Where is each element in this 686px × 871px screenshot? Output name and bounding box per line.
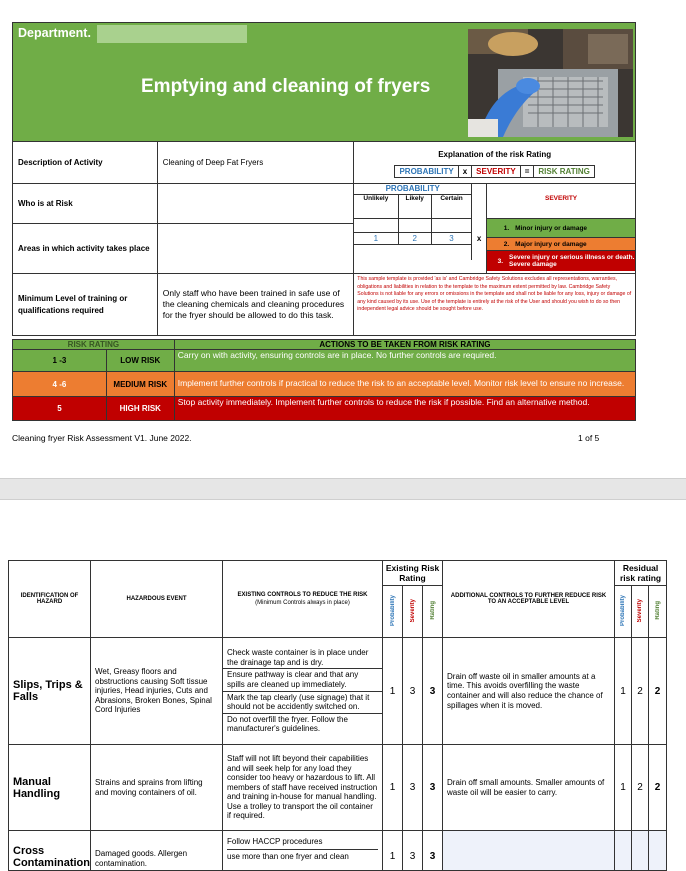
formula-equals: = <box>521 165 535 178</box>
training-label: Minimum Level of training or qualifications required <box>13 274 158 336</box>
rating-cell: 3 <box>423 831 443 871</box>
actions-header: ACTIONS TO BE TAKEN FROM RISK RATING <box>174 340 635 350</box>
activity-table <box>12 141 636 336</box>
probability-cell: 1 <box>383 638 403 745</box>
additional-controls-cell: Drain off small amounts. Smaller amounts of waste oil will be easier to carry. <box>443 745 615 831</box>
probability-cell: 1 <box>383 831 403 871</box>
event-cell: Strains and sprains from lifting and moving containers of oil. <box>91 745 223 831</box>
probability-value-1: 1 <box>354 232 398 244</box>
probability-likely: Likely <box>398 194 431 218</box>
high-action: Stop activity immediately. Implement further controls to reduce the risk if possible. Find an alternative method. <box>174 397 635 421</box>
residual-severity-cell: 2 <box>632 745 649 831</box>
table-row <box>9 638 667 745</box>
footer-text: Cleaning fryer Risk Assessment V1. June 2022. <box>12 433 192 443</box>
formula-risk-rating: RISK RATING <box>534 165 594 178</box>
description-value: Cleaning of Deep Fat Fryers <box>157 142 354 184</box>
event-cell: Damaged goods. Allergen contamination. <box>91 831 223 871</box>
severity-item-3: 3. Severe injury or serious illness or death. Severe damage <box>487 251 635 271</box>
residual-severity-header: Severity <box>632 586 649 638</box>
hazard-cell: Cross Contamination <box>9 831 91 871</box>
severity-title: SEVERITY <box>487 184 635 219</box>
event-cell: Wet, Greasy floors and obstructions causing Soft tissue injuries, Head injuries, Cuts and Abrasions, Broken Bones, Spinal Cord Injuries <box>91 638 223 745</box>
low-level: LOW RISK <box>106 350 174 372</box>
explanation-title: Explanation of the risk Rating <box>438 149 552 159</box>
controls-cell: Follow HACCP procedures use more than one fryer and clean <box>223 831 383 871</box>
residual-rating-cell: 2 <box>649 745 667 831</box>
probability-times: x <box>472 232 487 244</box>
existing-severity-header: Severity <box>403 586 423 638</box>
risk-rating-table <box>12 339 636 421</box>
header-banner <box>12 22 636 142</box>
formula-probability: PROBABILITY <box>394 165 458 178</box>
probability-cell: 1 <box>383 745 403 831</box>
medium-range: 4 -6 <box>13 372 107 397</box>
additional-controls-header: ADDITIONAL CONTROLS TO FURTHER REDUCE RISK TO AN ACCEPTABLE LEVEL <box>443 561 615 638</box>
existing-probability-header: Probability <box>383 586 403 638</box>
hazard-header: IDENTIFICATION OF HAZARD <box>9 561 91 638</box>
rating-cell: 3 <box>423 745 443 831</box>
severity-block <box>487 184 636 274</box>
residual-probability-cell: 1 <box>615 638 632 745</box>
medium-level: MEDIUM RISK <box>106 372 174 397</box>
existing-controls-header: EXISTING CONTROLS TO REDUCE THE RISK (Minimum Controls always in place) <box>223 561 383 638</box>
severity-cell: 3 <box>403 745 423 831</box>
description-label: Description of Activity <box>13 142 158 184</box>
residual-severity-cell: 2 <box>632 638 649 745</box>
areas-value[interactable] <box>157 224 354 274</box>
table-row <box>9 745 667 831</box>
residual-probability-cell: 1 <box>615 745 632 831</box>
residual-rating-col-header: Rating <box>649 586 667 638</box>
who-at-risk-value[interactable] <box>157 184 354 224</box>
severity-item-1: 1. Minor injury or damage <box>487 219 635 238</box>
severity-item-2: 2. Major injury or damage <box>487 238 635 251</box>
rating-cell: 3 <box>423 638 443 745</box>
high-level: HIGH RISK <box>106 397 174 421</box>
probability-value-2: 2 <box>398 232 431 244</box>
additional-controls-cell: Drain off waste oil in smaller amounts at a time. This avoids overfilling the waste container and will also reduce the chance of spillages when it is moved. <box>443 638 615 745</box>
probability-block <box>354 184 487 274</box>
hazard-cell: Manual Handling <box>9 745 91 831</box>
medium-action: Implement further controls if practical to reduce the risk to an acceptable level. Monitor risk level to ensure no increase. <box>174 372 635 397</box>
formula <box>354 165 635 178</box>
residual-rating-cell: 2 <box>649 638 667 745</box>
formula-severity: SEVERITY <box>472 165 521 178</box>
severity-cell: 3 <box>403 638 423 745</box>
training-value: Only staff who have been trained in safe use of the cleaning chemicals and cleaning procedures for the fryer should be allowed to do this task. <box>157 274 354 336</box>
probability-title: PROBABILITY <box>354 184 471 194</box>
low-action: Carry on with activity, ensuring controls are in place. No further controls are required. <box>174 350 635 372</box>
page-title: Emptying and cleaning of fryers <box>141 76 431 97</box>
fryer-cleaning-photo <box>468 29 633 137</box>
existing-rating-col-header: Rating <box>423 586 443 638</box>
formula-times: x <box>459 165 472 178</box>
hazard-table <box>8 560 667 871</box>
controls-cell: Staff will not lift beyond their capabilities and will seek help for any load they consider too heavy or hazardous to lift. All members of staff have received instruction and training in-house for manual handling. Use a trolley to transport the oil container if required. <box>223 745 383 831</box>
department-field[interactable] <box>97 25 247 43</box>
department-label: Department. <box>18 26 91 40</box>
explanation-cell <box>354 142 636 184</box>
page-separator <box>0 478 686 500</box>
low-range: 1 -3 <box>13 350 107 372</box>
probability-certain: Certain <box>431 194 471 218</box>
severity-cell: 3 <box>403 831 423 871</box>
page-number: 1 of 5 <box>578 433 600 443</box>
areas-label: Areas in which activity takes place <box>13 224 158 274</box>
existing-rating-header: Existing Risk Rating <box>383 561 443 586</box>
controls-cell: Check waste container is in place under the drainage tap and is dry. Ensure pathway is clear and that any spills are cleaned up immediately. Mark the tap clearly (use signage) that it should not be accidently switched on. Do not overfill the fryer. Follow the manufacturer's guidelines. <box>223 638 383 745</box>
hazard-cell: Slips, Trips & Falls <box>9 638 91 745</box>
residual-probability-header: Probability <box>615 586 632 638</box>
who-at-risk-label: Who is at Risk <box>13 184 158 224</box>
probability-value-3: 3 <box>431 232 471 244</box>
event-header: HAZARDOUS EVENT <box>91 561 223 638</box>
rating-header: RISK RATING <box>13 340 175 350</box>
disclaimer: This sample template is provided 'as is' and Cambridge Safety Solutions excludes all representations, warranties, obligations and liabilities in relation to the template to the maximum extent permitted by law. Cambridge Safety Solutions is not liable for any errors or omissions in the template and shall not be liable for any loss, injury or damage of any kind caused by its use. Use of the template is entirely at the risk of the User and should you wish to do so then independent legal advice should be sought before use. <box>354 274 636 336</box>
residual-rating-header: Residual risk rating <box>615 561 667 586</box>
high-range: 5 <box>13 397 107 421</box>
probability-unlikely: Unlikely <box>354 194 398 218</box>
